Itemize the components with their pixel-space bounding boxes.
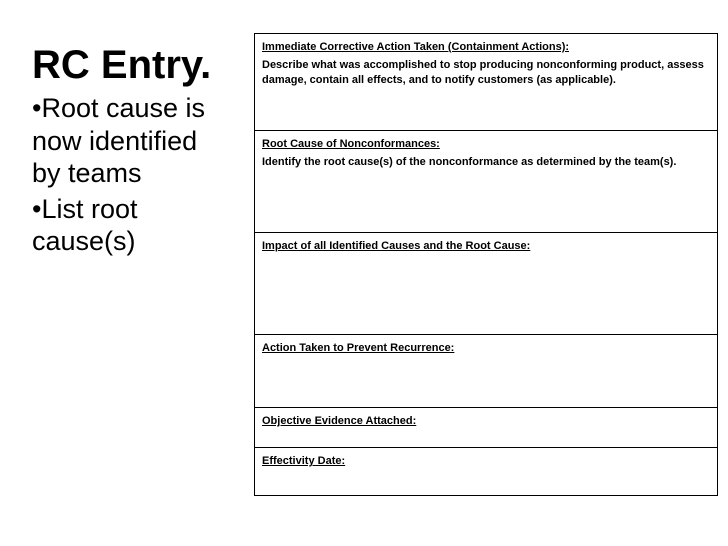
form-row-effectivity-date [255, 448, 717, 495]
form-row-containment-actions [255, 34, 717, 131]
form-row-root-cause [255, 131, 717, 233]
row-heading: Action Taken to Prevent Recurrence: [262, 342, 455, 354]
form-row-impact-of-causes [255, 233, 717, 335]
row-heading: Root Cause of Nonconformances: [262, 138, 440, 150]
bullet-mark: • [32, 193, 42, 224]
form-row-objective-evidence [255, 408, 717, 448]
row-heading: Immediate Corrective Action Taken (Containment Actions): [262, 41, 570, 53]
row-description: Identify the root cause(s) of the nonconformance as determined by the team(s). [262, 156, 677, 168]
row-description: Describe what was accomplished to stop producing nonconforming product, assess damage, contain all effects, and to notify customers (as applicable). [262, 59, 704, 86]
row-heading: Objective Evidence Attached: [262, 415, 417, 427]
bullet-item-list-root-causes [32, 193, 232, 258]
row-heading: Effectivity Date: [262, 455, 346, 467]
row-heading: Impact of all Identified Causes and the Root Cause: [262, 240, 531, 252]
form-row-prevent-recurrence [255, 335, 717, 408]
bullet-text: Root cause is now identified by teams [32, 93, 206, 188]
slide-title: RC Entry. [32, 43, 212, 87]
bullet-list [32, 92, 232, 261]
bullet-mark: • [32, 93, 42, 123]
bullet-text: List root cause(s) [32, 193, 138, 256]
bullet-item-root-cause-identified [32, 92, 232, 190]
corrective-action-form [254, 33, 718, 496]
